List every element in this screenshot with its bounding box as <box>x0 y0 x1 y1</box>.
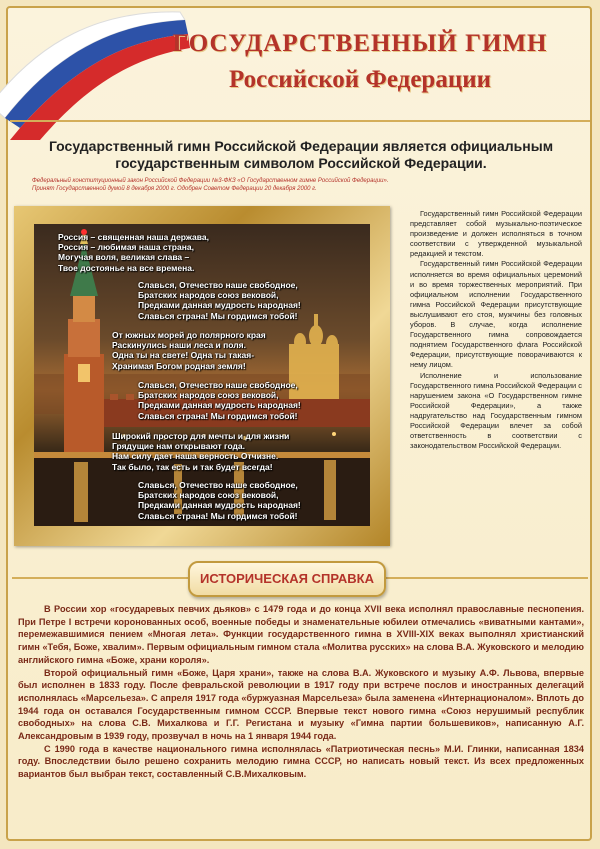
lyric-line: Одна ты на свете! Одна ты такая- <box>112 350 255 361</box>
lyric-line: Братских народов союз вековой, <box>138 490 279 501</box>
chorus-stanza <box>138 380 301 421</box>
lyric-line: Раскинулись наши леса и поля. <box>112 340 246 351</box>
divider <box>12 577 188 579</box>
divider <box>382 577 588 579</box>
lyric-line: От южных морей до полярного края <box>112 330 266 340</box>
lyric-line: Твое достоянье на все времена. <box>58 262 195 273</box>
paragraph: Второй официальный гимн «Боже, Царя храни», также на слова В.А. Жуковского и музыку А.Ф. Львова, впервые был исполнен в 1833 году. После февральской революции в 1917 году при встрече послов и иностранных делегаций исполнялась «Марсельеза». С апреля 1917 года «буржуазная Марсельеза» была заменена «Интернационалом». Вплоть до 1944 года он оставался Государственным гимном СССР. Впервые текст нового гимна «Союз нерушимый республик свободных» на слова С.В. Михалкова и Г.Г. Регистана и музыку «Гимна партии большевиков», написанную А.Г. Александровым в 1939 году, прозвучал в ночь на 1 января 1944 года. <box>18 667 584 742</box>
lyric-line: Славься страна! Мы гордимся тобой! <box>138 310 298 321</box>
lyric-line: Россия – любимая наша страна, <box>58 242 194 253</box>
anthem-rules-text <box>410 209 582 451</box>
lead-statement <box>12 138 590 172</box>
lyric-line: Широкий простор для мечты и для жизни <box>112 431 290 441</box>
lyric-line: Предками данная мудрость народная! <box>138 400 301 411</box>
lyric-line: Славься, Отечество наше свободное, <box>138 280 298 290</box>
lyric-line: Хранимая Богом родная земля! <box>112 360 246 371</box>
divider <box>10 120 590 122</box>
section-heading-historical: ИСТОРИЧЕСКАЯ СПРАВКА <box>188 561 386 597</box>
historical-text <box>18 603 584 781</box>
page-subtitle: Российской Федерации <box>228 66 492 93</box>
lyric-line: Славься, Отечество наше свободное, <box>138 380 298 390</box>
lyric-line: Нам силу дает наша верность Отчизне. <box>112 451 279 462</box>
paragraph: В России хор «государевых певчих дьяков» с 1479 года и до конца XVII века исполнял православные песнопения. При Петре I встречи коронованных особ, военные победы и знаменательные юбилеи отмечались «виватными кантами», перемежавшимися пением «Многая лета». Функции государственного гимна в XVIII-XIX веках выполнял христианский гимн «Тебя, Боже, хвалим». Первым официальным гимном стала «Молитва русских» на слова В.А. Жуковского и мелодию английского гимна «Боже, храни короля». <box>18 604 584 665</box>
chorus-stanza <box>138 280 301 321</box>
lead-line: государственным символом Российской Федерации. <box>115 155 487 171</box>
paragraph: С 1990 года в качестве национального гимна исполнялась «Патриотическая песнь» М.И. Глинки, написанная 1834 году. Впоследствии было решено сохранить мелодию гимна СССР, но написать новый текст. Из всех предложенных вариантов был выбран текст, составленный С.В.Михалковым. <box>18 743 584 780</box>
verse-stanza <box>58 232 209 273</box>
paragraph: Государственный гимн Российской Федерации представляет собой музыкально-поэтическое произведение и должен исполняться в точном соответствии с утвержденной музыкальной редакцией и текстом. <box>410 209 582 259</box>
law-line: Федеральный конституционный закон Российской Федерации №3-ФКЗ «О Государственном гимне Российской Федерации». <box>32 178 389 184</box>
lyric-line: Предками данная мудрость народная! <box>138 300 301 311</box>
lyric-line: Славься, Отечество наше свободное, <box>138 480 298 490</box>
lyric-line: Братских народов союз вековой, <box>138 390 279 401</box>
lyric-line: Россия – священная наша держава, <box>58 232 209 242</box>
verse-stanza <box>112 330 266 371</box>
lead-line: Государственный гимн Российской Федерации является официальным <box>48 138 554 154</box>
lyric-line: Могучая воля, великая слава – <box>58 252 190 263</box>
paragraph: Государственный гимн Российской Федерации исполняется во время официальных церемоний и во время торжественных мероприятий. При официальном исполнении Государственного гимна Российской Федерации присутствующие выслушивают его стоя, мужчины без головных уборов. В случае, когда исполнение Государственного гимна сопровождается поднятием Государственного флага Российской Федерации, присутствующие поворачиваются к нему лицом. <box>410 259 582 370</box>
lyric-line: Славься страна! Мы гордимся тобой! <box>138 510 298 521</box>
paragraph: Исполнение и использование Государственного гимна Российской Федерации с нарушением закона «О Государственном гимне Российской Федерации», а также надругательство над Государственным гимном Российской Федерации влечет за собой ответственность в соответствии с законодательством Российской Федерации. <box>410 370 582 451</box>
page-title: ГОСУДАРСТВЕННЫЙ ГИМН <box>172 30 548 57</box>
law-line: Принят Государственной думой 8 декабря 2000 г. Одобрен Советом Федерации 20 декабря 2000 г. <box>32 186 317 192</box>
lyric-line: Так было, так есть и так будет всегда! <box>112 461 273 472</box>
verse-stanza <box>112 431 289 472</box>
lyric-line: Предками данная мудрость народная! <box>138 500 301 511</box>
law-reference <box>32 177 572 193</box>
lyric-line: Грядущие нам открывают года. <box>112 441 246 452</box>
chorus-stanza <box>138 480 301 521</box>
lyric-line: Славься страна! Мы гордимся тобой! <box>138 410 298 421</box>
lyric-line: Братских народов союз вековой, <box>138 290 279 301</box>
